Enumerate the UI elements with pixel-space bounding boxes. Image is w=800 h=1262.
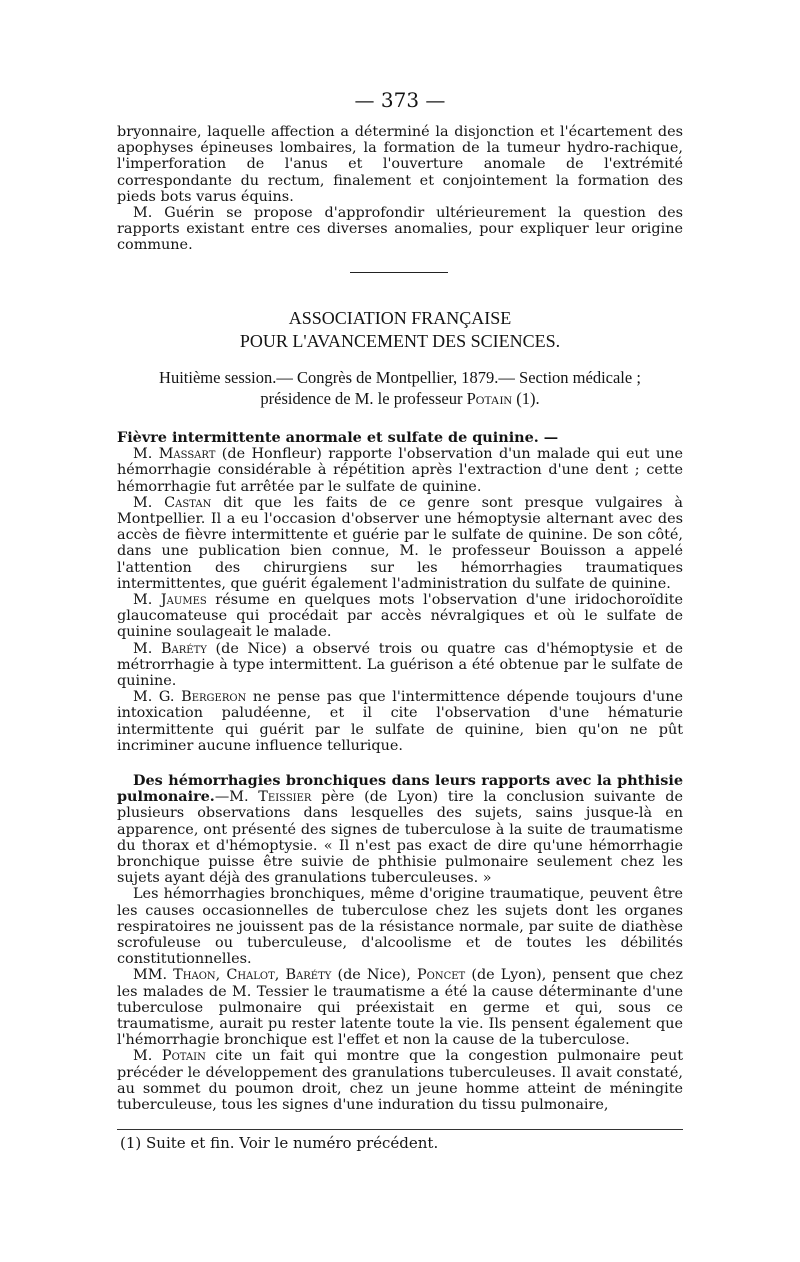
president-name: Potain bbox=[466, 389, 513, 408]
intro-paragraph-2: M. Guérin se propose d'approfondir ultérieurement la question des rapports existant entre ces diverses anomalies, pour expliquer leur origine commune. bbox=[117, 205, 683, 254]
fievre-paragraph-2: M. Castan dit que les faits de ce genre sont presque vulgaires à Montpellier. Il a eu l'occasion d'observer une hémoptysie alternant avec des accès de fièvre intermittente et guérie par le sulfate de quinine. De son côté, dans une publication bien connue, M. le professeur Bouisson a appelé l'attention des chirurgiens sur les hémorrhagies traumatiques intermittentes, que guérit également l'administration du sulfate de quinine. bbox=[117, 494, 683, 592]
speaker-names: Thaon, Chalot, Baréty bbox=[173, 967, 332, 984]
association-title-2: POUR L'AVANCEMENT DES SCIENCES. bbox=[239, 331, 561, 351]
fievre-paragraph-5 bbox=[117, 689, 683, 754]
hemorrhagies-paragraph-2: Les hémorrhagies bronchiques, même d'origine traumatique, peuvent être les causes occasionnelles de tuberculose chez les sujets dont les organes respiratoires ne jouissent pas de la résistance normale, par suite de diathèse scrofuleuse ou tuberculeuse, d'alcoolisme et de toutes les débilités constitutionnelles. bbox=[117, 886, 683, 968]
paragraph-text: (de Nice), bbox=[331, 967, 417, 984]
paragraph-text: (de Honfleur) rapporte l'observation d'un malade qui eut une hémorrhagie considérable à répétition après l'extraction d'une dent ; cette hémorrhagie fut arrêtée par le sulfate de quinine. bbox=[117, 446, 683, 495]
speaker-name: Massart bbox=[158, 446, 216, 463]
paragraph-prefix: M. G. bbox=[133, 689, 182, 706]
section-divider bbox=[350, 272, 448, 273]
speaker-name: Jaumes bbox=[160, 592, 207, 609]
intro-paragraph-1: bryonnaire, laquelle affection a déterminé la disjonction et l'écartement des apophyses épineuses lombaires, la formation de la tumeur hydro-rachique, l'imperforation de l'anus et l'ouverture anomale de l'extrémité correspondante du rectum, finalement et conjointement la formation des pieds bots varus équins. bbox=[117, 124, 683, 205]
fievre-heading: Fièvre intermittente anormale et sulfate de quinine. — bbox=[117, 429, 559, 446]
speaker-name: Poncet bbox=[416, 967, 466, 984]
hemorrhagies-section bbox=[117, 773, 683, 1113]
hemorrhagies-paragraph-3 bbox=[117, 967, 683, 1048]
speaker-name: Castan bbox=[164, 494, 212, 511]
hemorrhagies-paragraph-4: M. Potain cite un fait qui montre que la congestion pulmonaire peut précéder le développement des granulations tuberculeuses. Il avait constaté, au sommet du poumon droit, chez un jeune homme atteint de méningite tuberculeuse, tous les signes d'une induration du tissu pulmonaire, bbox=[117, 1048, 683, 1114]
paragraph-text: (de Nice) a observé trois ou quatre cas d'hémoptysie et de métrorrhagie à type intermittent. La guérison a été obtenue par le sulfate de quinine. bbox=[117, 640, 684, 690]
fievre-paragraph-1: M. Massart (de Honfleur) rapporte l'observation d'un malade qui eut une hémorrhagie considérable à répétition après l'extraction d'une dent ; cette hémorrhagie fut arrêtée par le sulfate de quinine. bbox=[117, 446, 683, 495]
speaker-name: Bergeron bbox=[181, 689, 247, 706]
speaker-name: Potain bbox=[161, 1048, 206, 1065]
intro-section bbox=[117, 124, 683, 254]
hemorrhagies-paragraph-1 bbox=[117, 773, 683, 886]
session-line-1: Huitième session.— Congrès de Montpellier, 1879.— Section médicale ; bbox=[159, 368, 641, 387]
paragraph-prefix: —M. bbox=[214, 789, 259, 806]
paragraph-text: ne pense pas que l'intermittence dépende toujours d'une intoxication paludéenne, et il cite l'observation d'une hématurie intermittente qui guérit par le sulfate de quinine, bien qu'on ne pût incriminer aucune influence tellurique. bbox=[117, 689, 684, 754]
speaker-name: Baréty bbox=[160, 640, 207, 657]
speaker-name: Teissier bbox=[258, 789, 312, 806]
session-line-2-text: présidence de M. le professeur bbox=[260, 389, 467, 408]
hemorrhagies-heading: Des hémorrhagies bronchiques dans leurs rapports avec la phthisie pulmonaire. bbox=[117, 772, 683, 806]
paragraph-text: (de Lyon), pensent que chez les malades de M. Tessier le traumatisme a été la cause déterminante d'une tuberculose pulmonaire qui préexistait en germe et qui, sous ce traumatisme, aurait pu rester latente toute la vie. Ils pensent également que l'hémorrhagie bronchique est l'effet et non la cause de la tuberculose. bbox=[117, 967, 684, 1049]
association-title-1: ASSOCIATION FRANÇAISE bbox=[288, 308, 512, 328]
paragraph-text: cite un fait qui montre que la congestion pulmonaire peut précéder le développement des granulations tuberculeuses. Il avait constaté, au sommet du poumon droit, chez un jeune homme atteint de méningite tuberculeuse, tous les signes d'une induration du tissu pulmonaire, bbox=[117, 1048, 683, 1114]
session-line-2 bbox=[0, 388, 800, 409]
paragraph-text: résume en quelques mots l'observation d'une iridochoroïdite glaucomateuse qui procédait par accès névralgiques et où le sulfate de quinine soulageait le malade. bbox=[117, 592, 683, 641]
paragraph-text: père (de Lyon) tire la conclusion suivante de plusieurs observations dans lesquelles des sujets, sains jusque-là en apparence, ont présenté des signes de tuberculose à la suite de traumatisme du thorax et d'hémoptysie. « Il n'est pas exact de dire qu'une hémorrhagie bronchique puisse être suivie de phthisie pulmonaire seulement chez les sujets ayant déjà des granulations tuberculeuses. » bbox=[117, 789, 684, 887]
fievre-title bbox=[117, 430, 683, 446]
paragraph-prefix: MM. bbox=[133, 967, 174, 984]
fievre-section bbox=[117, 430, 683, 754]
footnote: (1) Suite et fin. Voir le numéro précédent. bbox=[120, 1134, 439, 1152]
paragraph-text: dit que les faits de ce genre sont presque vulgaires à Montpellier. Il a eu l'occasion d'observer une hémoptysie alternant avec des accès de fièvre intermittente et guérie par le sulfate de quinine. De son côté, dans une publication bien connue, M. le professeur Bouisson a appelé l'attention des chirurgiens sur les hémorrhagies traumatiques intermittentes, que guérit également l'administration du sulfate de quinine. bbox=[117, 494, 683, 592]
fievre-paragraph-4: M. Baréty (de Nice) a observé trois ou quatre cas d'hémoptysie et de métrorrhagie à type intermittent. La guérison a été obtenue par le sulfate de quinine. bbox=[117, 640, 684, 690]
fievre-paragraph-3: M. Jaumes résume en quelques mots l'observation d'une iridochoroïdite glaucomateuse qui procédait par accès névralgiques et où le sulfate de quinine soulageait le malade. bbox=[117, 592, 683, 641]
footnote-divider bbox=[117, 1129, 683, 1130]
page-number: — 373 — bbox=[354, 88, 446, 112]
footnote-ref: (1). bbox=[512, 389, 540, 408]
